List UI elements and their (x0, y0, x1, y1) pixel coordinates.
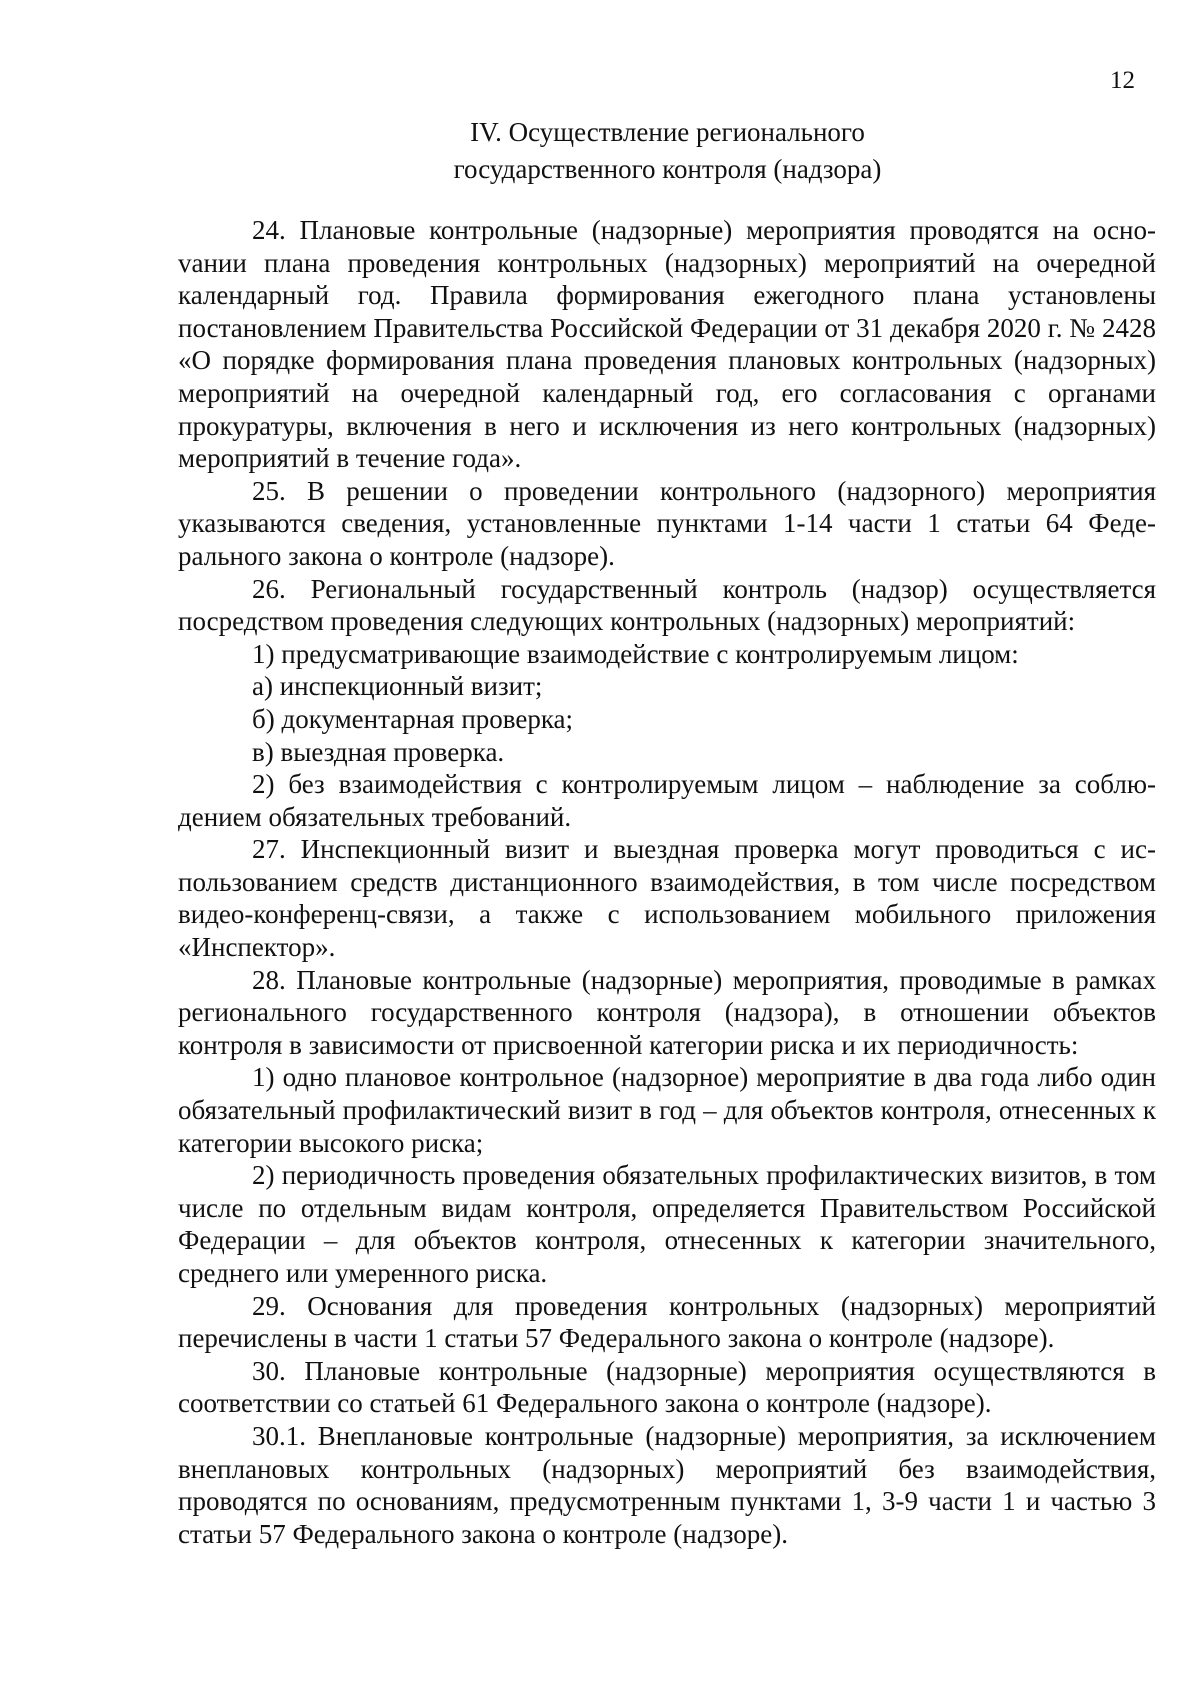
list-item-26-1-b: б) документарная проверка; (252, 703, 574, 734)
list-item-26-1: 1) предусматривающие взаимодействие с контролируемым лицом: (252, 638, 1019, 669)
list-item-26-1-v: в) выездная проверка. (252, 736, 505, 767)
paragraph-29: 29. Основания для проведения контрольных (надзорных) мероприятий перечислены в части 1 статьи 57 Федерального закона о контроле (надзоре). (178, 1290, 1156, 1354)
paragraph-28: 28. Плановые контрольные (надзорные) мероприятия, проводимые в рамках регионального государственного контроля (надзора), в отношении объектов контроля в зависимости от присвоенной категории риска и их периодичность: (178, 964, 1156, 1060)
paragraph-24: 24. Плановые контрольные (надзорные) мероприятия проводятся на осноvании плана проведения контрольных (надзорных) мероприятий на очередной календарный год. Правила формирования ежегодного плана установлены постановлением Правительства Российской Федерации от 31 декабря 2020 г. № 2428 «О порядке формирования плана проведения плановых контрольных (надзорных) мероприятий на очередной календарный год, его согласования с органами прокуратуры, включения в него и исключения из него контрольных (надзорных) мероприятий в течение года». (178, 215, 1156, 474)
list-item-26-2: 2) без взаимодействия с контролируемым лицом – наблюдение за соблюдением обязательных требований. (178, 769, 1156, 832)
list-item-28-1: 1) одно плановое контрольное (надзорное) мероприятие в два года либо один обязательный профилактический визит в год – для объектов контроля, отнесенных к категории высокого риска; (178, 1062, 1156, 1158)
list-item-26-1-a: а) инспекционный визит; (252, 671, 543, 702)
paragraph-27: 27. Инспекционный визит и выездная проверка могут проводиться с использованием средств дистанционного взаимодействия, в том числе посредством видео-конференц-связи, а также с использованием мобильного приложения «Инспектор». (178, 834, 1156, 963)
paragraph-25: 25. В решении о проведении контрольного (надзорного) мероприятия указываются сведения, установленные пунктами 1-14 части 1 статьи 64 Федерального закона о контроле (надзоре). (178, 475, 1156, 571)
section-heading-line-1: IV. Осуществление регионального (470, 117, 865, 147)
paragraph-30-1: 30.1. Внеплановые контрольные (надзорные) мероприятия, за исключением внеплановых контрольных (надзорных) мероприятий без взаимодействия, проводятся по основаниям, предусмотренным пунктами 1, 3-9 части 1 и частью 3 статьи 57 Федерального закона о контроле (надзоре). (178, 1420, 1156, 1549)
paragraph-26: 26. Региональный государственный контроль (надзор) осуществляется посредством проведения следующих контрольных (надзорных) мероприятий: (178, 573, 1156, 637)
section-heading-line-2: государственного контроля (надзора) (453, 154, 882, 184)
document-body (178, 214, 1156, 1550)
paragraph-30: 30. Плановые контрольные (надзорные) мероприятия осуществляются в соответствии со статьей 61 Федерального закона о контроле (надзоре). (178, 1355, 1156, 1419)
list-item-28-2: 2) периодичность проведения обязательных профилактических визитов, в том числе по отдельным видам контроля, определяется Правительством Российской Федерации – для объектов контроля, отнесенных к категории значительного, среднего или умеренного риска. (178, 1160, 1156, 1288)
page-number: 12 (1110, 67, 1135, 94)
section-heading (0, 114, 1200, 188)
